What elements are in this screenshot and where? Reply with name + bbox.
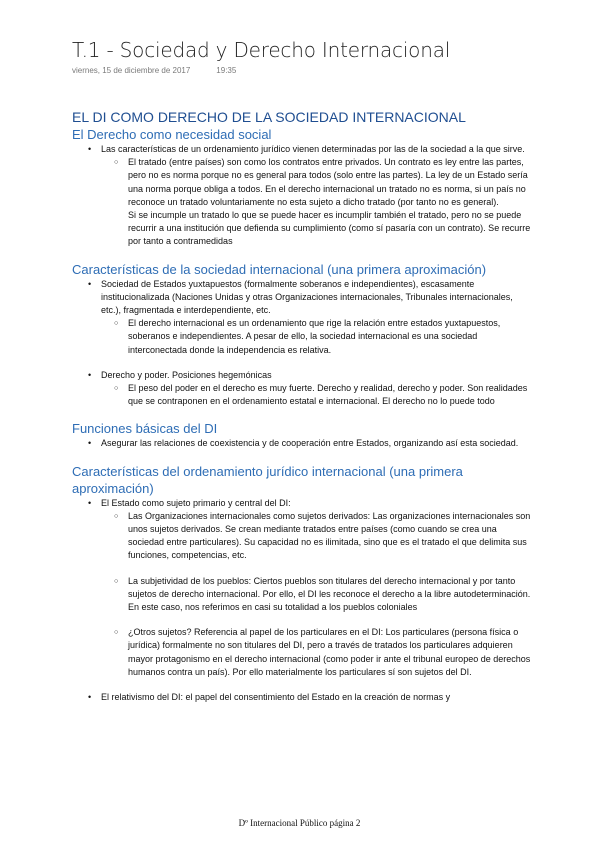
sub-list-item: ○ Las Organizaciones internacionales como sujetos derivados: Las organizaciones internacionales son unos sujetos derivados. Se crean mediante tratados entre países (como cuando se crea una sociedad entre particulares). Su capacidad no es ilimitada, sino que es el tratado el que delimita sus funciones, competencias, etc. xyxy=(72,510,532,563)
list-item: • El relativismo del DI: el papel del consentimiento del Estado en la creación de normas y xyxy=(72,691,532,704)
sub-list-item-continuation: Si se incumple un tratado lo que se puede hacer es incumplir también el tratado, pero no se puede recurrir a una institución que defienda su cumplimiento (como sí pasaría con un contrato). Se recurre por tanto a contramedidas xyxy=(128,210,531,247)
section-heading-1: El Derecho como necesidad social xyxy=(72,127,272,142)
date-label: viernes, 15 de diciembre de 2017 xyxy=(72,66,191,75)
list-item: • Las características de un ordenamiento jurídico vienen determinadas por las de la sociedad a la que sirve. xyxy=(72,143,532,156)
list-item: • Sociedad de Estados yuxtapuestos (formalmente soberanos e independientes), escasamente institucionalizada (Naciones Unidas y otras Organizaciones internacionales, Tribunales internacionales, etc.), fragmentada e interdependiente, etc. xyxy=(72,278,532,318)
sub-list-item: ○ El derecho internacional es un ordenamiento que rige la relación entre estados yuxtapuestos, soberanos e independientes. A pesar de ello, la sociedad internacional es una sociedad interconectada donde la independencia es relativa. xyxy=(72,317,532,357)
time-label: 19:35 xyxy=(216,66,237,75)
list-item: • Asegurar las relaciones de coexistencia y de cooperación entre Estados, organizando así esta sociedad. xyxy=(72,437,532,450)
bullet-list xyxy=(72,278,532,409)
sub-list-item: ○ La subjetividad de los pueblos: Ciertos pueblos son titulares del derecho internacional y por tanto sujetos de derecho internacional. Por ello, el DI les reconoce el derecho a la libre autodeterminación. En este caso, nos referimos en casi su totalidad a los pueblos coloniales xyxy=(72,575,532,615)
section-heading-4: Características del ordenamiento jurídico internacional (una primera aproximación) xyxy=(72,463,463,496)
list-item: • El Estado como sujeto primario y central del DI: xyxy=(72,497,532,510)
list-item: • Derecho y poder. Posiciones hegemónicas xyxy=(72,369,532,382)
section-heading-3: Funciones básicas del DI xyxy=(72,421,218,437)
bullet-list xyxy=(72,143,532,249)
timestamp xyxy=(72,66,236,75)
page-title: T.1 - Sociedad y Derecho Internacional xyxy=(72,38,451,62)
sub-list-item: ○ El peso del poder en el derecho es muy fuerte. Derecho y realidad, derecho y poder. Son realidades que se contraponen en el ordenamiento estatal e internacional. El derecho no lo puede todo xyxy=(72,382,532,408)
page-footer: Dº Internacional Público página 2 xyxy=(238,818,361,828)
sub-list-item: ○ El tratado (entre países) son como los contratos entre privados. Un contrato es ley entre las partes, pero no es norma porque no es general para todos (solo entre las partes). La ley de un Estado sería una norma porque obliga a todos. En el derecho internacional un tratado no es norma, si un país no reconoce un tratado voluntariamente no esta sujeto a dicho tratado (por tanto no es general). xyxy=(72,156,532,209)
sub-list-item: ○ ¿Otros sujetos? Referencia al papel de los particulares en el DI: Los particulares (persona física o jurídica) formalmente no son titulares del DI, pero a través de tratados los particulares adquieren mayor protagonismo en el derecho internacional (como poder ir ante el tribunal europeo de derechos humanos contra un país). Por ello materialmente los particulares sí son sujetos del DI. xyxy=(72,626,532,679)
bullet-list xyxy=(72,497,532,705)
section-heading-2: Características de la sociedad internacional (una primera aproximación) xyxy=(72,261,487,277)
note-body xyxy=(72,108,532,704)
bullet-list xyxy=(72,437,532,450)
main-heading: EL DI COMO DERECHO DE LA SOCIEDAD INTERNACIONAL xyxy=(72,109,466,125)
